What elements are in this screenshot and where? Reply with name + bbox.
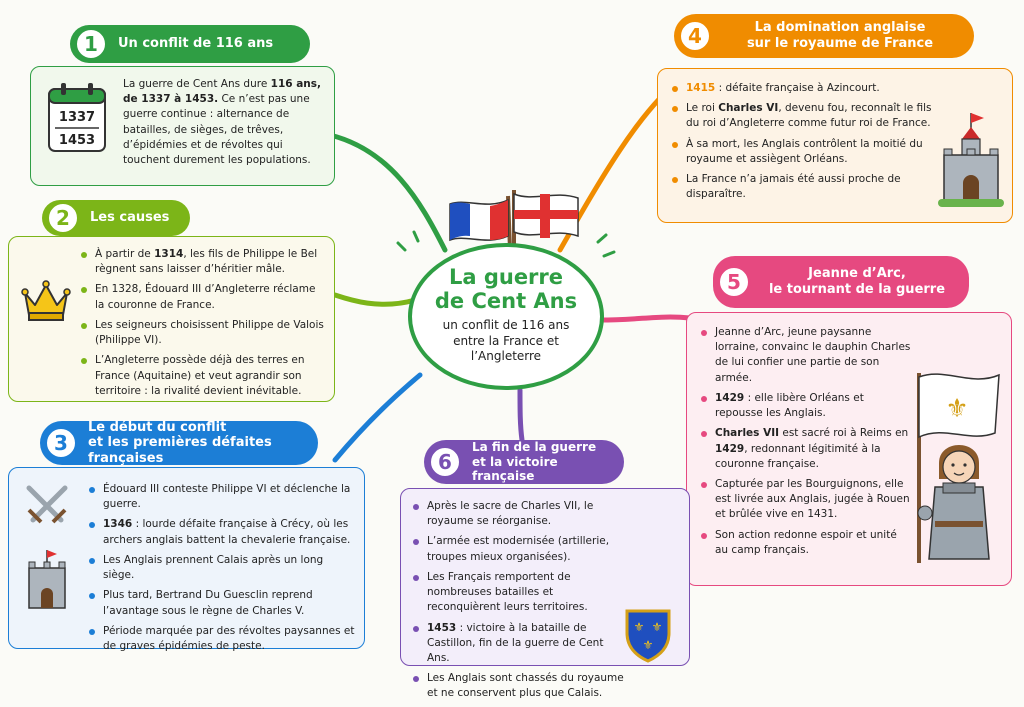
text-run: , devenu fou, reconnaît le fils du roi d’Angleterre comme futur roi de France.	[686, 102, 932, 130]
central-title-line1: La guerre	[448, 265, 564, 289]
calendar-icon	[47, 81, 107, 158]
text-run: Plus tard, Bertrand Du Guesclin reprend l’avantage sous le règne de Charles V.	[103, 589, 313, 617]
section-3-title-line2: et les premières défaites françaises	[88, 435, 272, 466]
text-run: 116 ans, de 1337 à 1453.	[123, 78, 322, 106]
list-item	[413, 671, 628, 701]
calendar-year-start: 1337	[58, 110, 96, 125]
text-run: Le roi	[686, 102, 719, 115]
section-5-title-line1: Jeanne d’Arc,	[808, 266, 906, 282]
section-6-title-line2: et la victoire française	[472, 454, 558, 484]
section-4-header	[674, 14, 974, 58]
text-run: L’armée est modernisée (artillerie, troupes mieux organisées).	[427, 535, 610, 563]
castle-icon	[23, 548, 71, 617]
list-item	[672, 137, 934, 167]
section-3-list	[89, 482, 357, 659]
central-title-line2: de Cent Ans	[434, 289, 578, 314]
list-item	[672, 172, 934, 202]
text-run: L’Angleterre possède déjà des terres en France (Aquitaine) et veut agrandir son territoire : la rivalité devient inévitable.	[95, 354, 305, 397]
text-run: est sacré roi à Reims en	[779, 427, 909, 440]
section-2-list	[81, 247, 326, 404]
section-1-text	[123, 77, 328, 168]
list-item	[89, 553, 357, 583]
section-3-number: 3	[44, 426, 78, 460]
section-2-header	[42, 200, 190, 236]
text-run: 1429	[715, 391, 745, 404]
text-run: , redonnant légitimité à la couronne française.	[715, 442, 881, 470]
list-item	[672, 81, 934, 96]
svg-text:⚜: ⚜	[945, 394, 969, 424]
section-6-list	[413, 499, 628, 707]
text-run: Charles VII	[715, 427, 780, 440]
list-item	[701, 477, 911, 523]
crossed-swords-icon	[23, 482, 71, 533]
section-5-box	[686, 312, 1012, 586]
text-run: Jeanne d’Arc, jeune paysanne lorraine, convainc le dauphin Charles de lui confier une partie de son armée.	[715, 326, 911, 384]
text-run: 1346	[103, 518, 133, 531]
text-run: : elle libère Orléans et repousse les Anglais.	[715, 391, 864, 420]
list-item	[81, 353, 326, 399]
list-item	[89, 517, 357, 547]
section-6-number: 6	[428, 445, 462, 479]
branch-1	[330, 135, 445, 250]
svg-text:⚜: ⚜	[633, 620, 645, 634]
central-topic	[408, 243, 604, 390]
list-item	[701, 325, 911, 386]
section-1-header	[70, 25, 310, 63]
section-3-title-line1: Le début du conflit	[88, 419, 227, 435]
text-run: , les fils de Philippe le Bel règnent sans laisser d’héritier mâle.	[95, 248, 318, 276]
fleur-de-lis-shield-icon	[623, 607, 673, 668]
text-run: Les seigneurs choisissent Philippe de Valois (Philippe VI).	[95, 318, 324, 347]
central-subtitle: un conflit de 116 ans entre la France et l’Angleterre	[442, 318, 570, 364]
text-run: À sa mort, les Anglais contrôlent la moitié du royaume et assiègent Orléans.	[686, 137, 923, 165]
list-item	[89, 588, 357, 618]
section-1-number: 1	[74, 27, 108, 61]
section-5-header	[713, 256, 969, 308]
text-run: Ce n’est pas une guerre continue : alternance de batailles, de sièges, de trêves, d’épidémies et de révoltes qui touchent durement les populations.	[123, 93, 311, 167]
list-item	[81, 282, 326, 312]
section-4-title-line2: sur le royaume de France	[746, 36, 934, 51]
branch-2	[335, 295, 415, 304]
section-4-title-line1: La domination anglaise	[754, 20, 926, 36]
text-run: Les Français remportent de nombreuses batailles et reconquièrent leurs territoires.	[427, 570, 588, 614]
list-item	[81, 247, 326, 277]
text-run: 1415	[686, 82, 716, 94]
section-2-number: 2	[46, 201, 80, 235]
castle-icon	[938, 109, 1004, 214]
section-1-box	[30, 66, 335, 186]
section-2-title: Les causes	[90, 210, 170, 226]
list-item	[701, 391, 911, 421]
list-item	[413, 499, 628, 529]
list-item	[413, 570, 628, 616]
branch-6	[520, 390, 522, 440]
text-run: Après le sacre de Charles VII, le royaume se réorganise.	[427, 500, 594, 528]
crown-icon	[21, 279, 71, 328]
branch-3	[335, 375, 420, 460]
svg-text:⚜: ⚜	[651, 620, 663, 634]
section-5-title-line2: le tournant de la guerre	[768, 282, 946, 297]
text-run: À partir de	[95, 248, 155, 260]
section-4-number: 4	[678, 19, 712, 53]
section-5-list	[701, 325, 911, 563]
list-item	[89, 482, 357, 512]
section-3-header	[40, 421, 318, 465]
list-item	[89, 624, 357, 654]
calendar-year-end: 1453	[58, 133, 96, 148]
section-1-title: Un conflit de 116 ans	[118, 36, 274, 52]
text-run: Période marquée par des révoltes paysannes et de graves épidémies de peste.	[103, 624, 355, 652]
section-6-box	[400, 488, 690, 700]
text-run: : lourde défaite française à Crécy, où les archers anglais battent la chevalerie française.	[103, 518, 351, 546]
section-2-box	[8, 236, 335, 402]
section-6-title-line1: La fin de la guerre	[472, 440, 597, 455]
list-item	[672, 101, 934, 131]
section-6-header	[424, 440, 624, 484]
text-run: 1453	[427, 621, 457, 634]
text-run: En 1328, Édouard III d’Angleterre réclame la couronne de France.	[95, 283, 316, 311]
text-run: 1429	[715, 442, 745, 455]
text-run: La France n’a jamais été aussi proche de disparaître.	[686, 173, 901, 201]
list-item	[701, 528, 911, 558]
list-item	[413, 621, 628, 667]
svg-text:⚜: ⚜	[642, 638, 654, 652]
section-5-number: 5	[717, 265, 751, 299]
text-run: Charles VI	[718, 102, 779, 115]
text-run: Édouard III conteste Philippe VI et déclenche la guerre.	[103, 483, 351, 511]
text-run: La guerre de Cent Ans dure	[123, 78, 271, 90]
section-3-box	[8, 467, 365, 652]
list-item	[413, 534, 628, 564]
text-run: 1314	[154, 248, 184, 260]
joan-of-arc-icon	[905, 363, 1009, 578]
text-run: : victoire à la bataille de Castillon, fin de la guerre de Cent Ans.	[427, 621, 604, 664]
text-run: Son action redonne espoir et unité au camp français.	[715, 528, 897, 556]
text-run: Les Anglais sont chassés du royaume et ne conservent plus que Calais.	[427, 672, 624, 700]
branch-5	[600, 317, 690, 320]
text-run: Les Anglais prennent Calais après un long siège.	[103, 553, 324, 582]
section-4-box	[657, 68, 1013, 223]
list-item	[81, 318, 326, 348]
section-4-list	[672, 81, 934, 208]
text-run: : défaite française à Azincourt.	[715, 82, 880, 94]
list-item	[701, 426, 911, 472]
text-run: Capturée par les Bourguignons, elle est livrée aux Anglais, jugée à Rouen et brûlée vive en 1431.	[715, 477, 910, 521]
